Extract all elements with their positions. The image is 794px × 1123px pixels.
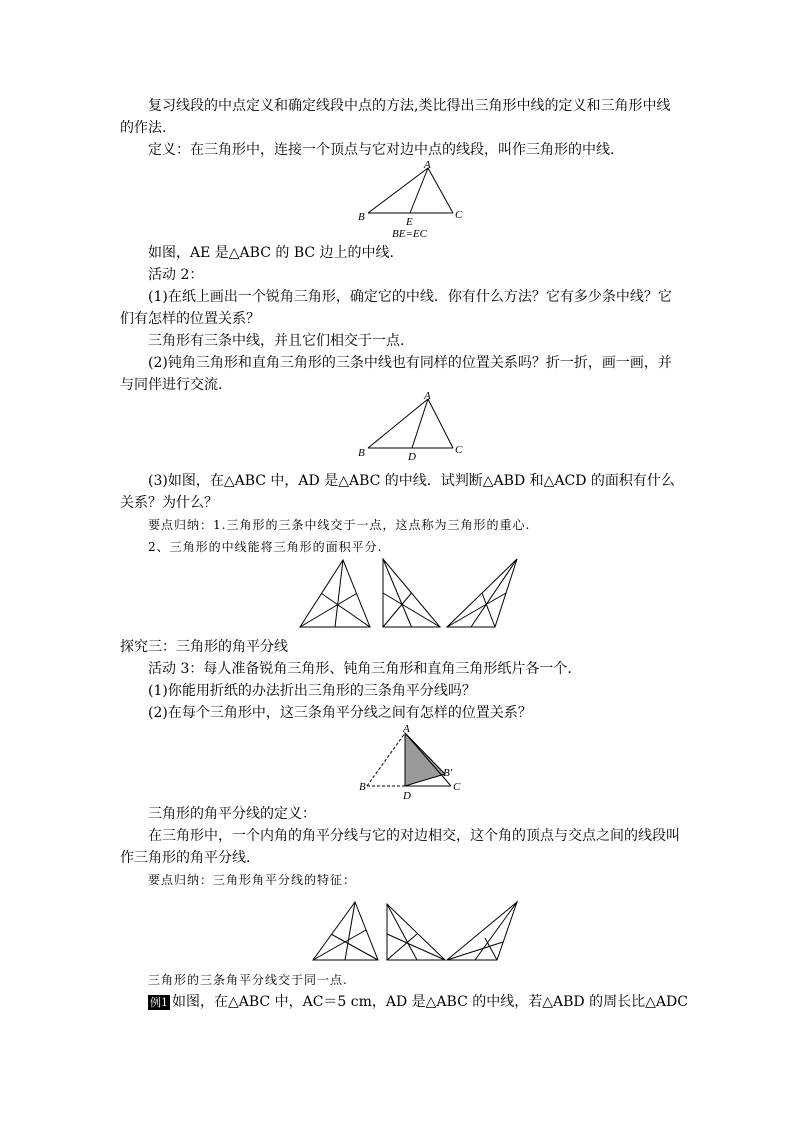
label-b-prime: B′ xyxy=(443,767,453,779)
question-3: (3)如图，在△ABC 中，AD 是△ABC 的中线．试判断△ABD 和△ACD 的面积有什么 xyxy=(148,473,675,489)
label-b: B xyxy=(358,211,365,223)
key-point-2: 2、三角形的中线能将三角形的面积平分. xyxy=(148,540,383,554)
figure-fold-bisector xyxy=(355,722,475,802)
paragraph-review-cont: 的作法. xyxy=(120,120,167,136)
figure-median-ae xyxy=(350,160,470,240)
figure-bisectors-three-triangles xyxy=(305,898,525,966)
label-a: A xyxy=(424,390,431,402)
key-point-4: 三角形的三条角平分线交于同一点. xyxy=(148,973,348,987)
question-4: (1)你能用折纸的办法折出三角形的三条角平分线吗？ xyxy=(148,683,476,699)
question-2: (2)钝角三角形和直角三角形的三条中线也有同样的位置关系吗？折一折，画一画，并 xyxy=(148,355,672,371)
label-b: B xyxy=(359,781,366,793)
activity-2-heading: 活动 2： xyxy=(148,267,204,283)
paragraph-review: 复习线段的中点定义和确定线段中点的方法,类比得出三角形中线的定义和三角形中线 xyxy=(148,98,671,114)
question-1: (1)在纸上画出一个锐角三角形，确定它的中线．你有什么方法？它有多少条中线？它 xyxy=(148,289,672,305)
label-a: A xyxy=(403,723,410,735)
question-3-cont: 关系？为什么？ xyxy=(120,495,218,511)
answer-1: 三角形有三条中线，并且它们相交于一点. xyxy=(148,333,405,349)
paragraph-ae-median: 如图，AE 是△ABC 的 BC 边上的中线. xyxy=(148,245,394,261)
label-b: B xyxy=(358,447,365,459)
label-c: C xyxy=(455,209,463,221)
figure-medians-three-triangles xyxy=(295,555,525,635)
question-5: (2)在每个三角形中，这三条角平分线之间有怎样的位置关系？ xyxy=(148,705,532,721)
explore-3-heading: 探究三：三角形的角平分线 xyxy=(120,639,288,655)
label-d: D xyxy=(408,451,416,462)
example-badge: 例1 xyxy=(150,996,168,1009)
label-d: D xyxy=(403,790,411,802)
figure-median-ad xyxy=(350,390,470,462)
label-e: E xyxy=(406,216,413,228)
label-c: C xyxy=(453,781,461,793)
bisector-definition: 在三角形中，一个内角的角平分线与它的对边相交，这个角的顶点与交点之间的线段叫 xyxy=(148,828,680,844)
question-2-cont: 与同伴进行交流. xyxy=(120,377,223,393)
example-text: 如图，在△ABC 中，AC＝5 cm，AD 是△ABC 的中线，若△ABD 的周长比△ADC xyxy=(172,994,688,1010)
key-point-1: 要点归纳：1.三角形的三条中线交于一点，这点称为三角形的重心. xyxy=(148,518,531,532)
label-c: C xyxy=(455,444,463,456)
question-1-cont: 们有怎样的位置关系？ xyxy=(120,311,260,327)
activity-3: 活动 3：每人准备锐角三角形、钝角三角形和直角三角形纸片各一个. xyxy=(148,661,572,677)
key-point-3: 要点归纳：三角形角平分线的特征： xyxy=(148,873,357,887)
example-1 xyxy=(148,992,688,1012)
definition-median: 定义：在三角形中，连接一个顶点与它对边中点的线段，叫作三角形的中线. xyxy=(148,142,615,158)
bisector-definition-title: 三角形的角平分线的定义： xyxy=(148,806,316,822)
fig1-caption: BE=EC xyxy=(392,228,427,240)
label-a: A xyxy=(424,160,431,171)
bisector-definition-cont: 作三角形的角平分线. xyxy=(120,850,251,866)
